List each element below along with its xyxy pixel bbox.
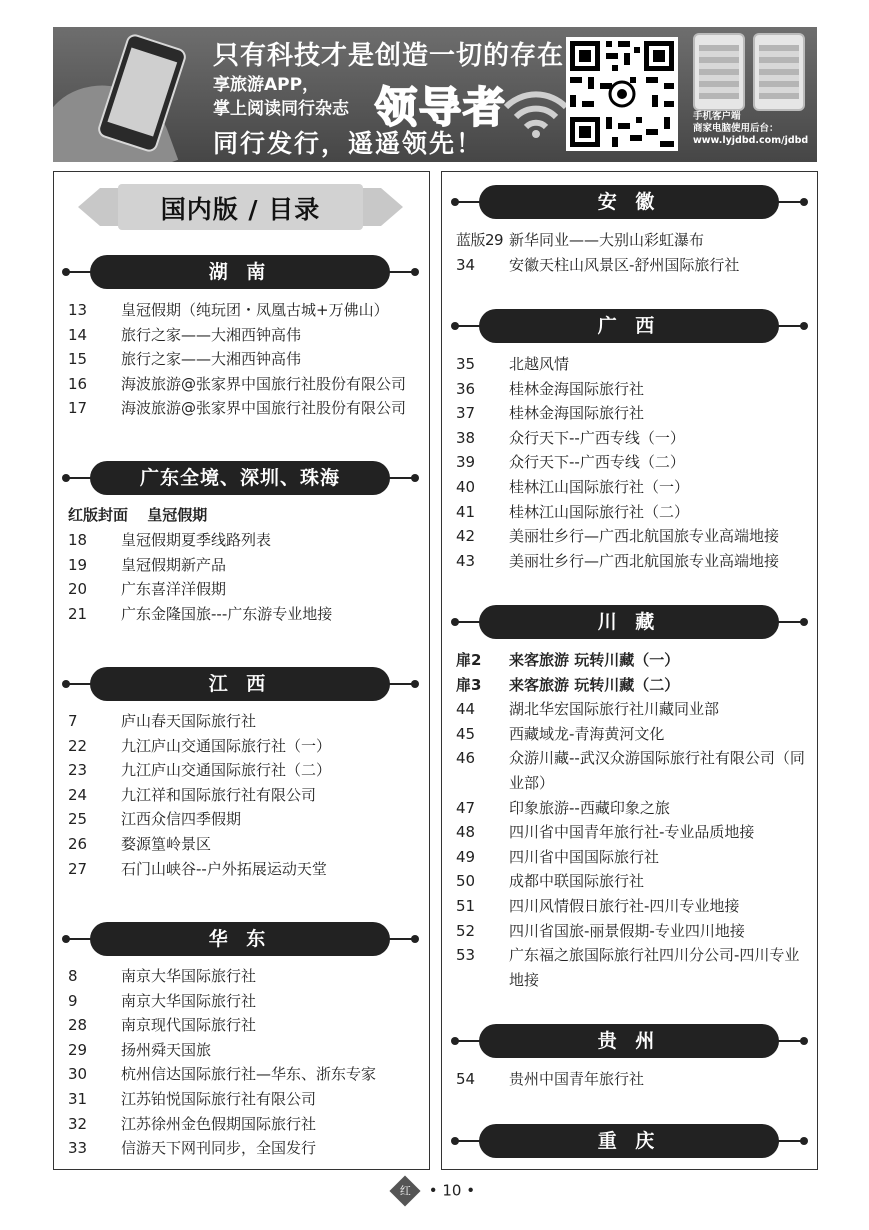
list-item[interactable]: 47 印象旅游--西藏印象之旅: [456, 798, 670, 817]
banner-info: [693, 111, 808, 147]
phone-in-hand-illustration: [53, 27, 203, 162]
list-item[interactable]: 45 西藏域龙-青海黄河文化: [456, 724, 665, 743]
list-item[interactable]: 36 桂林金海国际旅行社: [456, 379, 645, 398]
list-item[interactable]: 15 旅行之家——大湘西钟高伟: [68, 350, 302, 369]
list-item[interactable]: 35 北越风情: [456, 355, 570, 373]
list-item[interactable]: 27 石门山峡谷--户外拓展运动天堂: [68, 859, 327, 878]
section-title-chongqing: 重 庆: [479, 1124, 779, 1158]
section-title-hunan: 湖 南: [90, 255, 390, 289]
app-screenshot-2: [753, 33, 805, 111]
list-anhui: [456, 228, 811, 277]
page-footer: [0, 1180, 869, 1202]
section-title-chuanzang: 川 藏: [479, 605, 779, 639]
list-guangdong: [68, 528, 423, 626]
list-item[interactable]: 28 南京现代国际旅行社: [68, 1016, 257, 1035]
list-item[interactable]: 53 广东福之旅国际旅行社四川分公司-四川专业地接: [456, 946, 800, 989]
banner-headline: 只有科技才是创造一切的存在: [213, 41, 565, 71]
list-guizhou: [456, 1067, 811, 1092]
list-item[interactable]: 44 湖北华宏国际旅行社川藏同业部: [456, 700, 720, 719]
list-item[interactable]: 33 信游天下网刊同步，全国发行: [68, 1139, 317, 1158]
section-header-jiangxi: [62, 667, 419, 701]
section-header-anhui: [451, 185, 808, 219]
list-item[interactable]: 52 四川省国旅-丽景假期-专业四川地接: [456, 921, 745, 940]
list-item[interactable]: 46 众游川藏--武汉众游国际旅行社有限公司（同业部）: [456, 749, 805, 792]
list-item[interactable]: 39 众行天下--广西专线（二）: [456, 453, 685, 472]
section-header-huadong: [62, 922, 419, 956]
banner-slogan: 同行发行，遥遥领先！: [213, 129, 484, 158]
banner-leader-text: 领导者: [375, 83, 508, 132]
red-edition-badge-icon: 红: [389, 1175, 420, 1206]
app-screenshot-1: [693, 33, 745, 111]
list-item[interactable]: 40 桂林江山国际旅行社（一）: [456, 477, 690, 496]
ad-banner[interactable]: [53, 27, 817, 162]
list-item[interactable]: 9 南京大华国际旅行社: [68, 991, 257, 1010]
section-header-guangxi: [451, 309, 808, 343]
section-header-guangdong: [62, 461, 419, 495]
section-title-guangxi: 广 西: [479, 309, 779, 343]
list-item[interactable]: 38 众行天下--广西专线（一）: [456, 428, 685, 447]
banner-subtext: [213, 73, 349, 121]
list-item[interactable]: 19 皇冠假期新产品: [68, 555, 227, 574]
list-item[interactable]: 14 旅行之家——大湘西钟高伟: [68, 325, 302, 344]
section-title-anhui: 安 徽: [479, 185, 779, 219]
banner-sub2: 掌上阅读同行杂志: [213, 99, 349, 119]
list-jiangxi: [68, 709, 423, 881]
list-item[interactable]: 17 海波旅游@张家界中国旅行社股份有限公司: [68, 399, 407, 418]
section-header-guizhou: [451, 1024, 808, 1058]
list-huadong: [68, 964, 423, 1161]
list-item[interactable]: 20 广东喜洋洋假期: [68, 580, 227, 599]
banner-info-mobile: 手机客户端: [693, 111, 741, 122]
list-item[interactable]: 24 九江祥和国际旅行社有限公司: [68, 785, 317, 804]
list-item[interactable]: 42 美丽壮乡行—广西北航国旅专业高端地接: [456, 527, 780, 546]
section-title-jiangxi: 江 西: [90, 667, 390, 701]
qr-code-icon[interactable]: [566, 37, 678, 151]
list-item[interactable]: 51 四川风情假日旅行社-四川专业地接: [456, 896, 740, 915]
list-item[interactable]: 37 桂林金海国际旅行社: [456, 404, 645, 423]
toc-title: 国内版 / 目录: [160, 195, 321, 224]
section-title-huadong: 华 东: [90, 922, 390, 956]
list-item[interactable]: 48 四川省中国青年旅行社-专业品质地接: [456, 823, 755, 842]
banner-info-url[interactable]: www.lyjdbd.com/jdbd: [693, 135, 809, 146]
list-item[interactable]: 50 成都中联国际旅行社: [456, 872, 645, 891]
list-item[interactable]: 34 安徽天柱山风景区-舒州国际旅行社: [456, 255, 740, 274]
list-item[interactable]: 41 桂林江山国际旅行社（二）: [456, 502, 690, 521]
list-guangxi: [456, 352, 811, 573]
list-item[interactable]: 31 江苏铂悦国际旅行社有限公司: [68, 1089, 317, 1108]
list-item[interactable]: 16 海波旅游@张家界中国旅行社股份有限公司: [68, 374, 407, 393]
section-title-guizhou: 贵 州: [479, 1024, 779, 1058]
list-item[interactable]: 30 杭州信达国际旅行社—华东、浙东专家: [68, 1065, 377, 1084]
list-item[interactable]: 25 江西众信四季假期: [68, 810, 242, 829]
cover-text: 皇冠假期: [147, 506, 208, 524]
list-item[interactable]: 蓝版29 新华同业——大别山彩虹瀑布: [456, 231, 705, 249]
list-item[interactable]: 8 南京大华国际旅行社: [68, 967, 257, 985]
list-item[interactable]: 29 扬州舜天国旅: [68, 1040, 212, 1059]
list-item[interactable]: 43 美丽壮乡行—广西北航国旅专业高端地接: [456, 551, 780, 570]
cover-label: 红版封面: [68, 506, 129, 524]
list-hunan: [68, 298, 423, 421]
cover-entry[interactable]: [68, 504, 207, 525]
list-item[interactable]: 13 皇冠假期（纯玩团・凤凰古城+万佛山）: [68, 301, 389, 319]
phone-icon: [96, 32, 188, 154]
list-item[interactable]: 22 九江庐山交通国际旅行社（一）: [68, 736, 332, 755]
list-item[interactable]: 23 九江庐山交通国际旅行社（二）: [68, 761, 332, 780]
toc-title-banner: [78, 184, 403, 230]
list-item[interactable]: 21 广东金隆国旅---广东游专业地接: [68, 604, 333, 623]
list-item[interactable]: 49 四川省中国国际旅行社: [456, 847, 660, 866]
section-header-chuanzang: [451, 605, 808, 639]
page-number: • 10 •: [428, 1181, 476, 1200]
banner-sub1: 享旅游APP，: [213, 75, 320, 95]
section-title-guangdong: 广东全境、深圳、珠海: [90, 461, 390, 495]
list-item[interactable]: 26 婺源篁岭景区: [68, 834, 212, 853]
wifi-icon: [501, 79, 571, 139]
list-item[interactable]: 54 贵州中国青年旅行社: [456, 1070, 645, 1088]
list-item[interactable]: 18 皇冠假期夏季线路列表: [68, 531, 272, 549]
list-item[interactable]: 扉3 来客旅游 玩转川藏（二）: [456, 675, 680, 694]
section-header-hunan: [62, 255, 419, 289]
list-item[interactable]: 7 庐山春天国际旅行社: [68, 712, 257, 730]
list-chuanzang: [456, 648, 806, 992]
list-item[interactable]: 扉2 来客旅游 玩转川藏（一）: [456, 651, 680, 669]
banner-info-merchant: 商家电脑使用后台：: [693, 123, 779, 134]
section-header-chongqing: [451, 1124, 808, 1158]
list-item[interactable]: 32 江苏徐州金色假期国际旅行社: [68, 1114, 317, 1133]
